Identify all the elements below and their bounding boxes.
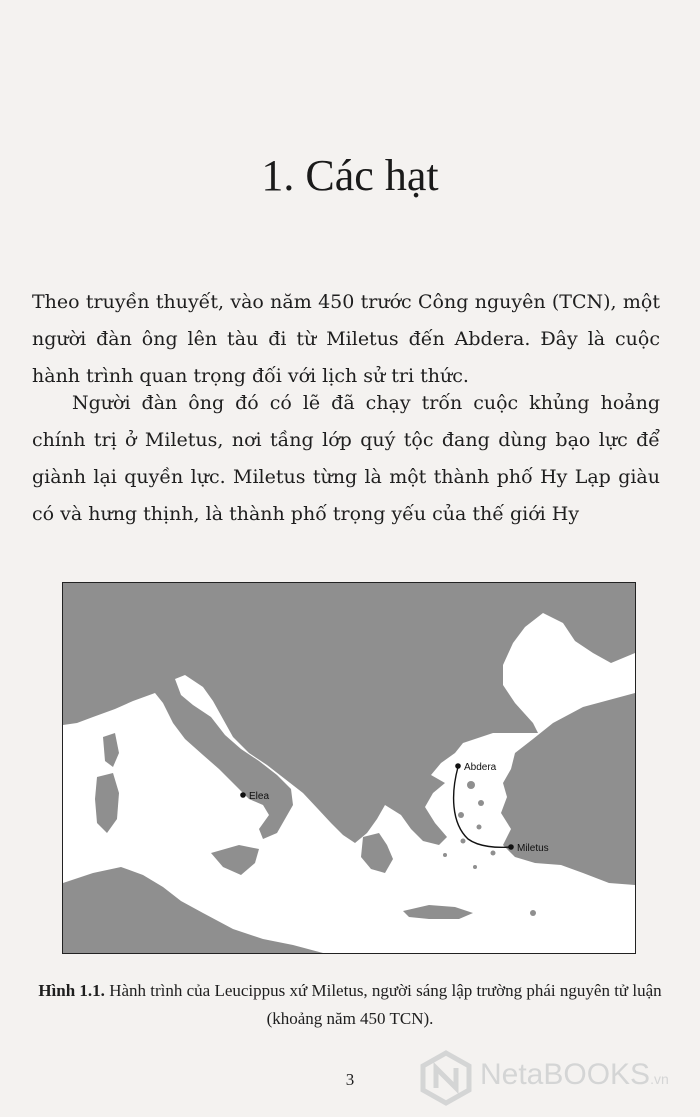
chapter-title: 1. Các hạt — [261, 151, 439, 200]
mediterranean-map — [63, 583, 635, 953]
figure-label: Hình 1.1. — [38, 981, 105, 1000]
figure-caption-text: Hành trình của Leucippus xứ Miletus, người sáng lập trường phái nguyên tử luận (khoảng năm 450 TCN). — [104, 981, 662, 1028]
figure-caption — [32, 977, 668, 1033]
elea-marker — [240, 792, 246, 798]
abdera-marker — [455, 763, 461, 769]
paragraph-2: Người đàn ông đó có lẽ đã chạy trốn cuộc khủng hoảng chính trị ở Miletus, nơi tầng lớp quý tộc đang dùng bạo lực để giành lại quyền lực. Miletus từng là một thành phố Hy Lạp giàu có và hưng thịnh, là thành phố trọng yếu của thế giới Hy — [32, 392, 660, 525]
page-number: 3 — [345, 1070, 355, 1089]
place-label-abdera: Abdera — [464, 762, 497, 773]
watermark-text — [480, 1058, 669, 1092]
neta-logo-icon — [418, 1050, 474, 1106]
miletus-marker — [508, 844, 514, 850]
watermark-suffix: .vn — [650, 1071, 669, 1087]
map-figure — [62, 582, 636, 954]
place-label-miletus: Miletus — [517, 843, 549, 854]
paragraph-1: Theo truyền thuyết, vào năm 450 trước Công nguyên (TCN), một người đàn ông lên tàu đi từ Miletus đến Abdera. Đây là cuộc hành trình quan trọng đối với lịch sử tri thức. — [32, 291, 660, 387]
watermark — [418, 1050, 688, 1106]
watermark-brand: NetaBOOKS — [480, 1058, 651, 1091]
place-label-elea: Elea — [249, 791, 270, 802]
